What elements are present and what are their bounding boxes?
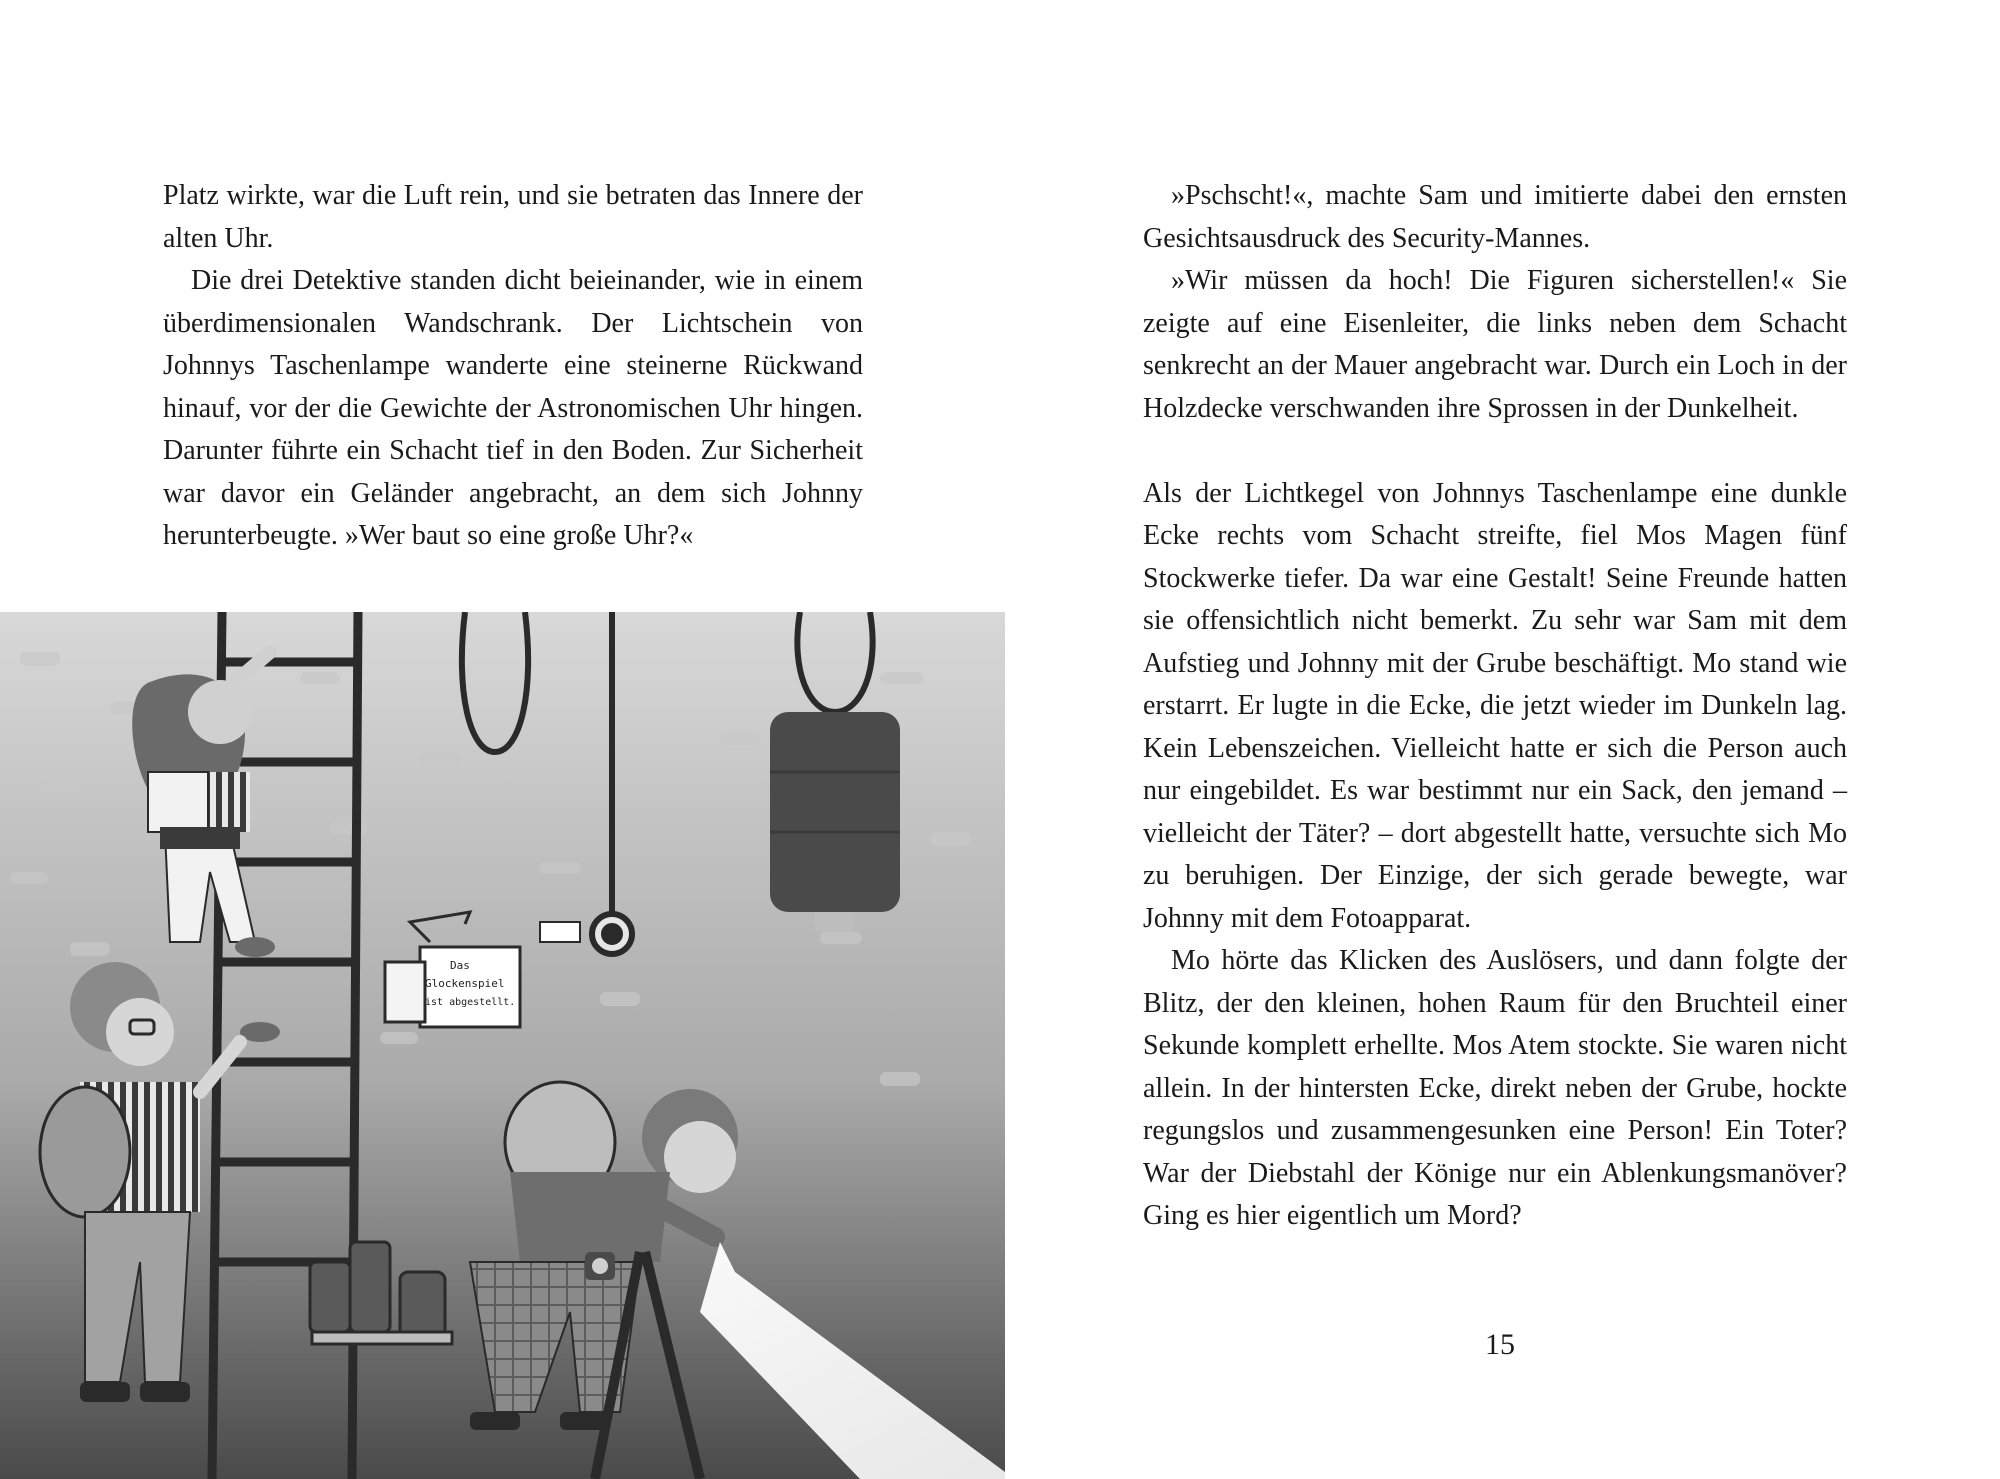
illustration [0, 612, 1005, 1479]
paragraph: Als der Lichtkegel von Johnnys Taschenlampe eine dunkle Ecke rechts vom Schacht streifte, fiel Mos Magen fünf Stockwerke tiefer. Da war eine Gestalt! Seine Freunde hatten sie offensichtlich nicht bemerkt. Zu sehr war Sam mit dem Aufstieg und Johnny mit der Grube beschäftigt. Mo stand wie erstarrt. Er lugte in die Ecke, die jetzt wieder im Dunkeln lag. Kein Lebenszeichen. Vielleicht hatte er sich die Person auch nur eingebildet. Es war bestimmt nur ein Sack, den jemand – vielleicht der Täter? – dort abgestellt hatte, versuchte sich Mo zu beruhigen. Der Einzige, der sich gerade bewegte, war Johnny mit dem Fotoapparat. [1143, 477, 1847, 934]
paragraph: »Pschscht!«, machte Sam und imitierte dabei den ernsten Gesichtsausdruck des Security-Mannes. [1143, 180, 1847, 254]
weight-cylinder [770, 712, 900, 932]
paragraph: »Wir müssen da hoch! Die Figuren sicherstellen!« Sie zeigte auf eine Eisenleiter, die links neben dem Schacht senkrecht an der Mauer angebracht war. Durch ein Loch in der Holzdecke verschwanden ihre Sprossen in der Dunkelheit. [1143, 265, 1847, 424]
paragraph: Platz wirkte, war die Luft rein, und sie betraten das Innere der alten Uhr. [163, 180, 863, 254]
right-page-text [1143, 175, 1847, 1238]
paragraph: Mo hörte das Klicken des Auslösers, und dann folgte der Blitz, der den kleinen, hohen Raum für den Bruchteil einer Sekunde komplett erhellte. Mos Atem stockte. Sie waren nicht allein. In der hintersten Ecke, direkt neben der Grube, hockte regungslos und zusammengesunken eine Person! Ein Toter? War der Diebstahl der Könige nur ein Ablenkungsmanöver? Ging es hier eigentlich um Mord? [1143, 945, 1847, 1231]
left-page-text [163, 175, 863, 558]
paragraph: Die drei Detektive standen dicht beieinander, wie in einem überdimensionalen Wandschrank. Der Lichtschein von Johnnys Taschenlampe wanderte eine steinerne Rückwand hinauf, vor der die Gewichte der Astronomischen Uhr hingen. Darunter führte ein Schacht tief in den Boden. Zur Sicherheit war davor ein Geländer angebracht, an dem sich Johnny herunterbeugte. »Wer baut so eine große Uhr?« [163, 265, 863, 551]
sign-text: Das [450, 959, 470, 972]
page-number: 15 [1485, 1328, 1515, 1361]
sign-text: Glockenspiel [425, 977, 505, 990]
sign-text: ist abgestellt. [425, 997, 516, 1008]
